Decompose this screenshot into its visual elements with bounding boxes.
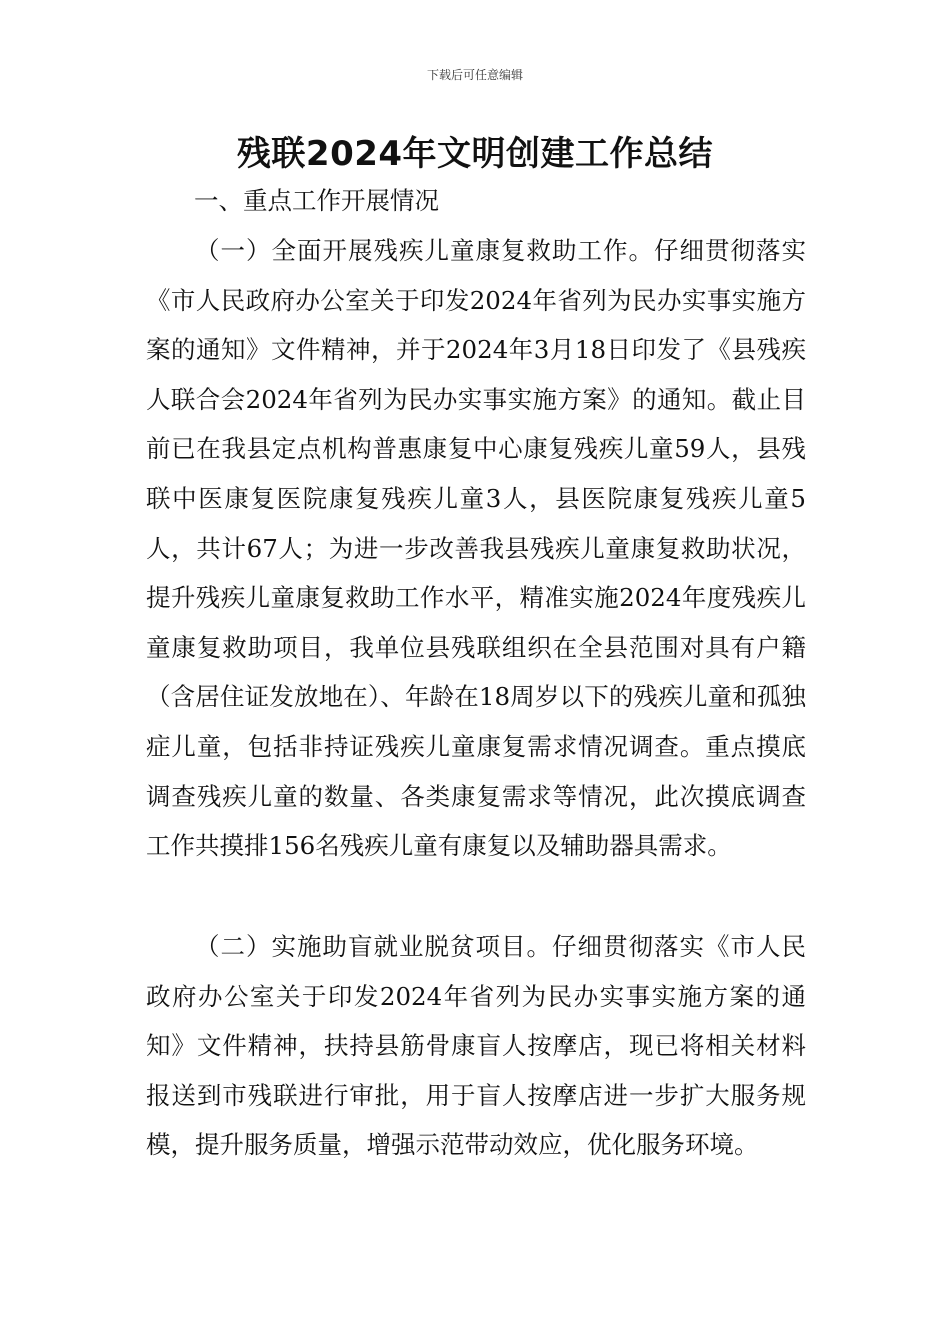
paragraph-blind-employment: （二）实施助盲就业脱贫项目。仔细贯彻落实《市人民政府办公室关于印发2024年省列为民办实事实施方案的通知》文件精神，扶持县筋骨康盲人按摩店，现已将相关材料报送到市残联进行审批，用于盲人按摩店进一步扩大服务规模，提升服务质量，增强示范带动效应，优化服务环境。: [146, 932, 806, 1160]
paragraph-child-rehabilitation: （一）全面开展残疾儿童康复救助工作。仔细贯彻落实《市人民政府办公室关于印发2024年省列为民办实事实施方案的通知》文件精神，并于2024年3月18日印发了《县残疾人联合会2024年省列为民办实事实施方案》的通知。截止目前已在我县定点机构普惠康复中心康复残疾儿童59人，县残联中医康复医院康复残疾儿童3人，县医院康复残疾儿童5人，共计67人；为进一步改善我县残疾儿童康复救助状况，提升残疾儿童康复救助工作水平，精准实施2024年度残疾儿童康复救助项目，我单位县残联组织在全县范围对具有户籍（含居住证发放地在）、年龄在18周岁以下的残疾儿童和孤独症儿童，包括非持证残疾儿童康复需求情况调查。重点摸底调查残疾儿童的数量、各类康复需求等情况，此次摸底调查工作共摸排156名残疾儿童有康复以及辅助器具需求。: [146, 236, 806, 861]
section-heading: 一、重点工作开展情况: [194, 186, 439, 215]
document-title: 残联2024年文明创建工作总结: [236, 134, 714, 174]
header-note: 下载后可任意编辑: [426, 68, 523, 82]
